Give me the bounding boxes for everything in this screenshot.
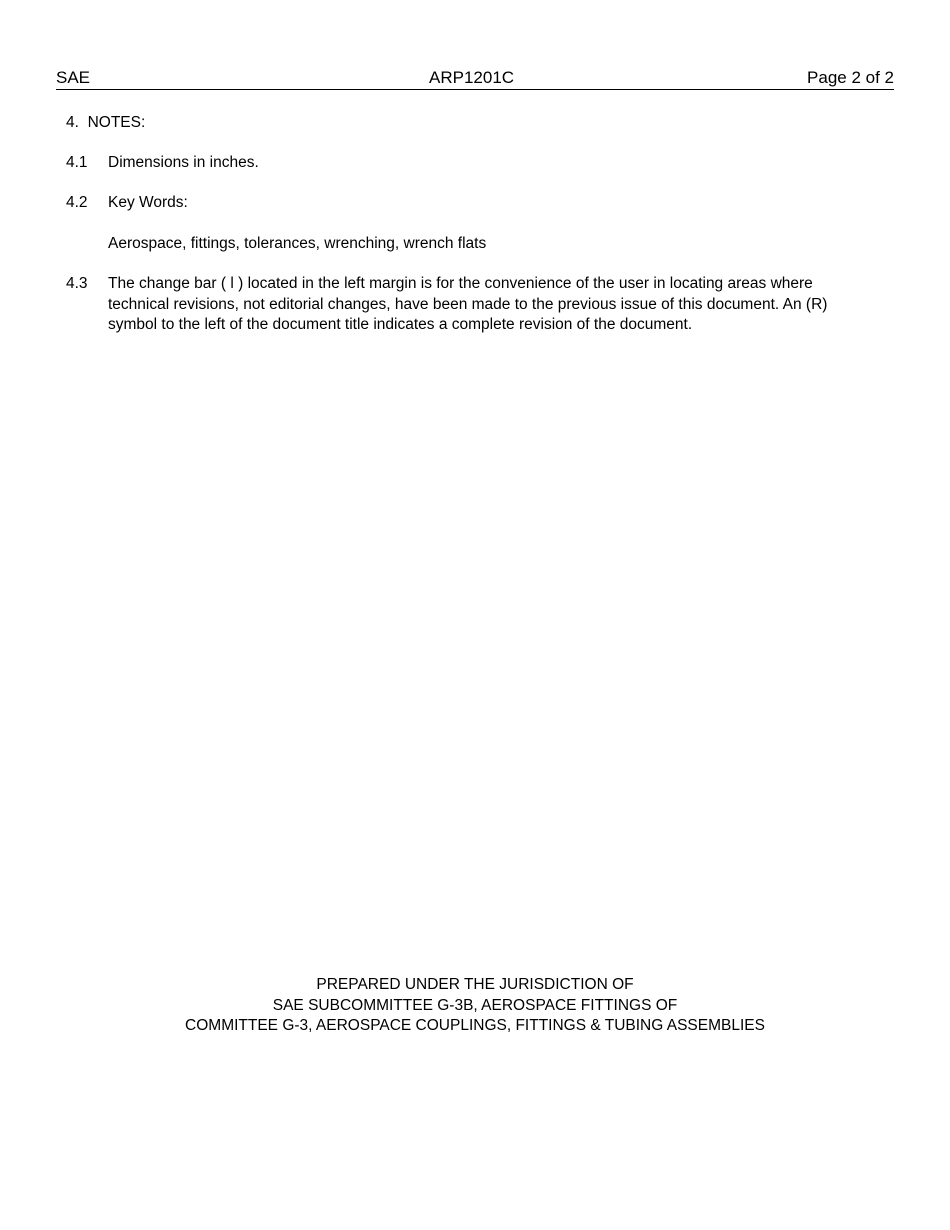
note-text: Dimensions in inches. [108, 154, 259, 171]
notes-heading-label: NOTES: [87, 114, 146, 131]
header-org: SAE [56, 68, 91, 87]
note-number: 4.3 [66, 275, 88, 292]
notes-heading-number: 4. [66, 114, 79, 131]
keywords-list: Aerospace, fittings, tolerances, wrenching, wrench flats [108, 235, 487, 252]
note-4-3-text: The change bar ( l ) located in the left margin is for the convenience of the user in locating areas where technical revisions, not editorial changes, have been made to the previous issue of this document. An (R) symbol to the left of the document title indicates a complete revision of the document. [108, 275, 828, 333]
header-document-number: ARP1201C [429, 68, 515, 87]
notes-heading [66, 113, 145, 133]
note-number: 4.1 [66, 154, 88, 171]
footer-line: PREPARED UNDER THE JURISDICTION OF [316, 976, 634, 993]
note-number: 4.2 [66, 194, 88, 211]
footer-line: SAE SUBCOMMITTEE G-3B, AEROSPACE FITTINGS OF [272, 996, 678, 1014]
header-page-number: Page 2 of 2 [807, 68, 894, 87]
page-header [56, 67, 894, 90]
jurisdiction-footer [0, 975, 950, 1037]
footer-line: COMMITTEE G-3, AEROSPACE COUPLINGS, FITTINGS & TUBING ASSEMBLIES [185, 1017, 765, 1034]
note-text: Key Words: [108, 194, 188, 211]
